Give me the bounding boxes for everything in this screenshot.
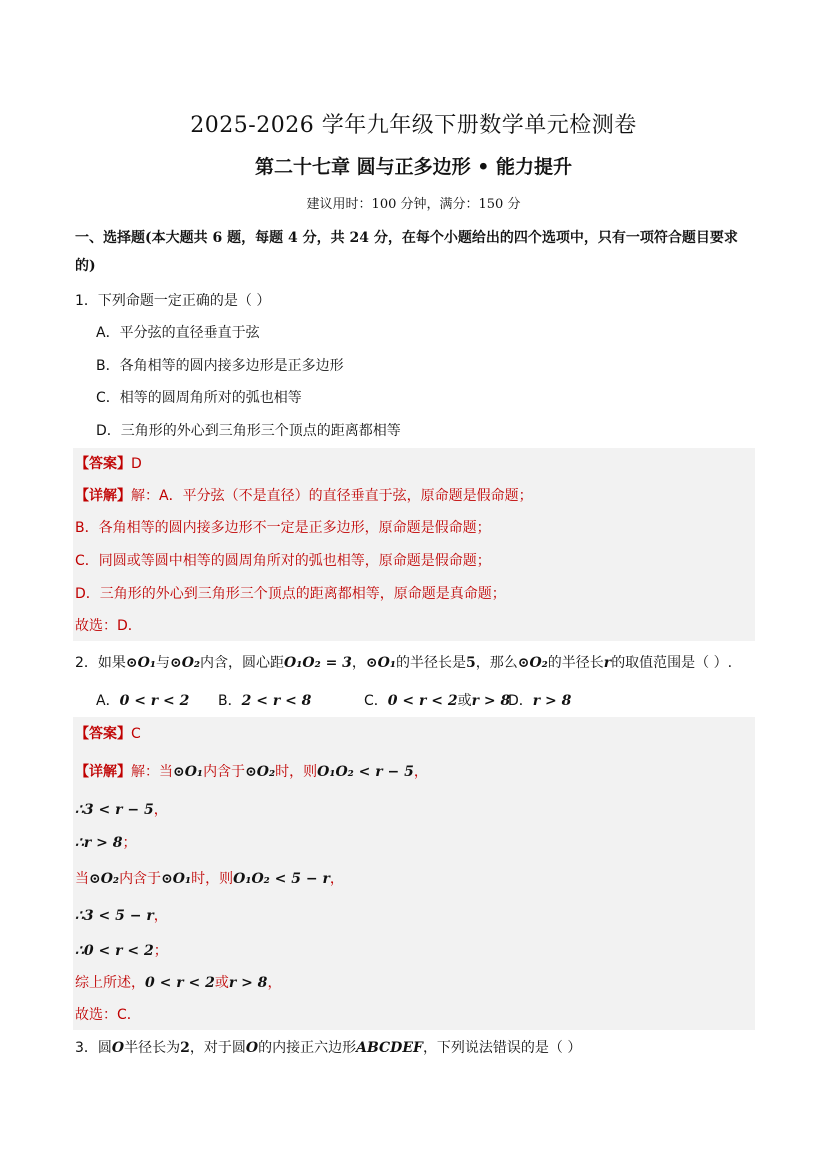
answer-value: D	[131, 456, 142, 472]
chapter-subtitle: 第二十七章 圆与正多边形 • 能力提升	[255, 156, 572, 178]
q2-detail-line7: 综上所述，0 < r < 2或r > 8，	[75, 975, 282, 991]
q2-option-c: C．0 < r < 2或r > 8	[364, 693, 511, 709]
q1-option-d: D．三角形的外心到三角形三个顶点的距离都相等	[96, 423, 401, 439]
document-title: 2025-2026 学年九年级下册数学单元检测卷	[190, 113, 637, 138]
q2-detail-line2: ∴3 < r − 5，	[75, 802, 168, 818]
q2-detail-line6: ∴0 < r < 2；	[75, 943, 168, 959]
q1-option-c: C．相等的圆周角所对的弧也相等	[96, 390, 302, 406]
q1-stem: 1．下列命题一定正确的是（ ）	[75, 293, 271, 309]
q1-answer-box	[73, 448, 755, 641]
q1-detail-line1: 【详解】解：A．平分弦（不是直径）的直径垂直于弦，原命题是假命题；	[75, 488, 533, 504]
q1-detail-line5: 故选：D．	[75, 618, 142, 634]
q1-detail-line4: D．三角形的外心到三角形三个顶点的距离都相等，原命题是真命题；	[75, 586, 506, 602]
time-score-info: 建议用时：100 分钟，满分：150 分	[306, 197, 521, 212]
section-heading-line2: 的)	[75, 258, 96, 274]
q2-detail-line5: ∴3 < 5 − r，	[75, 908, 168, 924]
q2-options	[96, 691, 571, 711]
q2-option-a: A．0 < r < 2	[96, 693, 190, 709]
q2-answer: 【答案】C	[75, 726, 141, 742]
q3-stem: 3．圆O半径长为2，对于圆O的内接正六边形ABCDEF，下列说法错误的是（ ）	[75, 1040, 582, 1056]
q2-detail-line1: 【详解】解：当⊙O₁内含于⊙O₂时，则O₁O₂ < r − 5，	[75, 764, 428, 780]
q2-stem: 2．如果⊙O₁与⊙O₂内含，圆心距O₁O₂ = 3，⊙O₁的半径长是5，那么⊙O₂的半径长r的取值范围是（ ）.	[75, 655, 733, 671]
q1-option-b: B．各角相等的圆内接多边形是正多边形	[96, 358, 344, 374]
q1-detail-line2: B．各角相等的圆内接多边形不一定是正多边形，原命题是假命题；	[75, 520, 491, 536]
q1-answer	[75, 454, 142, 474]
answer-label: 【答案】	[75, 456, 131, 472]
q2-detail-line4: 当⊙O₂内含于⊙O₁时，则O₁O₂ < 5 − r，	[75, 871, 344, 887]
section-heading-line1: 一、选择题(本大题共 6 题，每题 4 分，共 24 分，在每个小题给出的四个选项中，只有一项符合题目要求	[75, 230, 738, 246]
q2-detail-line8: 故选：C．	[75, 1007, 141, 1023]
q2-option-d: D．r > 8	[508, 693, 572, 709]
section-heading	[75, 224, 757, 280]
q1-option-a: A．平分弦的直径垂直于弦	[96, 325, 260, 341]
q2-option-b: B．2 < r < 8	[218, 693, 312, 709]
q1-detail-line3: C．同圆或等圆中相等的圆周角所对的弧也相等，原命题是假命题；	[75, 553, 491, 569]
q2-detail-line3: ∴r > 8；	[75, 835, 137, 851]
detail-label: 【详解】	[75, 488, 131, 504]
